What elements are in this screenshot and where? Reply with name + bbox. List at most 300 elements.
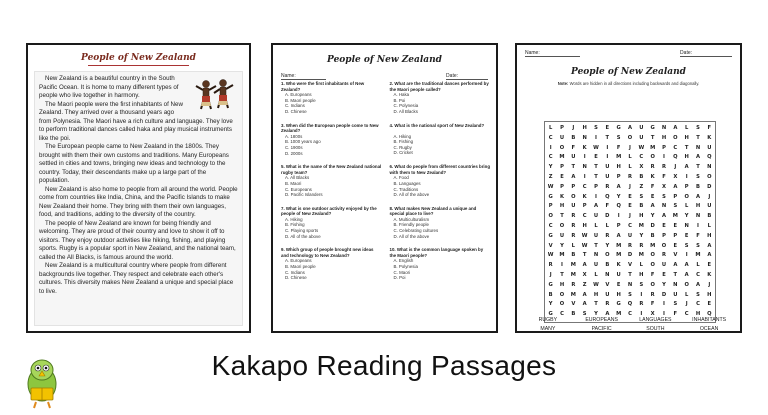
grid-letter: E: [673, 242, 678, 249]
answer-option: A. All Blacks: [285, 175, 310, 181]
grid-letter: Y: [560, 242, 564, 249]
grid-letter: S: [696, 242, 700, 249]
grid-letter: P: [560, 125, 564, 131]
grid-letter: T: [684, 144, 689, 151]
answer-option: A. Hiking: [393, 133, 412, 139]
grid-letter: L: [605, 222, 609, 229]
grid-letter: M: [650, 144, 656, 151]
grid-letter: U: [627, 232, 633, 239]
grid-letter: X: [650, 311, 655, 318]
question-text: 9. Which group of people brought new ideas and technology to New Zealand?: [281, 247, 374, 258]
grid-letter: V: [673, 252, 678, 259]
grid-letter: P: [548, 203, 553, 210]
grid-letter: C: [628, 311, 632, 318]
grid-letter: N: [593, 252, 599, 259]
grid-letter: A: [707, 242, 712, 249]
grid-letter: S: [582, 311, 587, 318]
question-block: [390, 247, 491, 281]
grid-letter: U: [605, 164, 610, 171]
grid-letter: O: [707, 173, 712, 180]
grid-letter: A: [605, 311, 610, 318]
grid-letter: B: [639, 173, 644, 180]
grid-letter: J: [708, 281, 711, 288]
grid-letter: O: [650, 262, 655, 269]
grid-letter: A: [684, 271, 689, 278]
grid-letter: V: [548, 242, 553, 249]
grid-letter: H: [707, 232, 712, 239]
grid-letter: Q: [616, 203, 621, 210]
question-text: 2. What are the traditional dances performed by the Maori people called?: [389, 81, 489, 92]
grid-letter: Y: [548, 301, 553, 308]
grid-letter: B: [639, 203, 644, 210]
grid-letter: U: [593, 232, 599, 239]
grid-letter: A: [582, 262, 587, 269]
grid-letter: U: [616, 271, 621, 278]
grid-letter: B: [571, 252, 576, 259]
grid-letter: Q: [707, 311, 712, 318]
grid-letter: E: [605, 125, 610, 131]
grid-letter: M: [570, 262, 576, 269]
grid-letter: D: [605, 213, 610, 220]
grid-letter: O: [559, 291, 565, 298]
grid-letter: O: [571, 193, 576, 200]
grid-letter: L: [628, 164, 632, 171]
grid-letter: A: [707, 252, 712, 259]
grid-letter: R: [605, 183, 610, 190]
grid-letter: H: [684, 154, 689, 161]
passage-title: People of New Zealand: [81, 53, 196, 63]
grid-letter: M: [638, 252, 644, 259]
answer-option: D. All of the above: [285, 233, 321, 239]
name-date-row: [281, 73, 488, 80]
grid-letter: P: [594, 183, 598, 190]
grid-letter: M: [638, 222, 644, 229]
grid-letter: M: [559, 252, 565, 259]
grid-letter: R: [605, 232, 610, 239]
grid-letter: I: [617, 213, 620, 220]
grid-letter: H: [707, 291, 712, 298]
passage-paragraph: New Zealand is also home to people from all around the world. People come from countries like India, China, and the Pacific Islands to make New Zealand their home. They bring with them their own languages, food, and traditions, adding to the diversity of the country.: [39, 185, 238, 218]
grid-letter: C: [684, 311, 689, 318]
grid-letter: O: [650, 252, 655, 259]
grid-letter: J: [629, 213, 631, 220]
grid-letter: D: [707, 183, 712, 190]
answer-option: B. Maori: [285, 180, 302, 186]
answer-option: D. 2000s: [285, 150, 303, 156]
question-block: [390, 123, 491, 157]
grid-letter: R: [627, 242, 632, 249]
name-label: Name:: [525, 50, 580, 57]
grid-letter: B: [548, 291, 553, 298]
grid-letter: V: [627, 262, 632, 269]
answer-option: D. All of the above: [393, 233, 430, 239]
grid-letter: N: [684, 222, 689, 229]
grid-letter: T: [582, 252, 587, 259]
grid-letter: A: [593, 203, 598, 210]
questions-title: People of New Zealand: [327, 55, 442, 65]
question-text: 5. What is the name of the New Zealand national rugby team?: [281, 164, 382, 175]
grid-letter: O: [559, 222, 565, 229]
grid-letter: H: [616, 164, 621, 171]
grid-letter: B: [696, 183, 700, 190]
grid-letter: I: [583, 173, 586, 180]
grid-letter: M: [616, 252, 622, 259]
grid-letter: K: [616, 262, 621, 269]
grid-letter: D: [661, 291, 667, 298]
grid-letter: T: [594, 301, 598, 308]
grid-letter: X: [661, 183, 666, 190]
grid-letter: M: [695, 252, 701, 259]
grid-letter: U: [661, 262, 667, 269]
grid-letter: J: [685, 301, 688, 308]
name-date-row: [525, 50, 732, 57]
grid-letter: I: [697, 222, 699, 229]
grid-letter: S: [696, 125, 700, 131]
grid-letter: S: [594, 125, 598, 131]
grid-letter: M: [616, 311, 622, 318]
grid-letter: L: [685, 291, 689, 298]
grid-letter: T: [571, 164, 576, 171]
grid-letter: E: [673, 222, 678, 229]
grid-letter: A: [627, 125, 632, 131]
grid-letter: F: [650, 183, 655, 190]
grid-letter: F: [616, 144, 621, 151]
grid-letter: X: [639, 164, 644, 171]
grid-letter: G: [548, 232, 553, 239]
grid-letter: F: [571, 144, 576, 151]
grid-letter: C: [582, 213, 587, 220]
grid-letter: A: [616, 183, 621, 190]
grid-letter: N: [582, 164, 587, 171]
grid-letter: P: [560, 164, 564, 171]
grid-letter: A: [695, 281, 700, 288]
grid-letter: S: [684, 242, 689, 249]
grid-letter: I: [663, 301, 665, 308]
grid-letter: R: [571, 281, 576, 288]
grid-letter: F: [650, 301, 655, 308]
grid-letter: O: [627, 134, 633, 141]
grid-letter: B: [605, 262, 610, 269]
grid-letter: Z: [548, 173, 553, 180]
grid-letter: G: [548, 311, 553, 318]
answer-option: C. Polynesia: [393, 103, 419, 109]
grid-letter: G: [548, 193, 553, 200]
grid-letter: O: [650, 281, 655, 288]
grid-letter: Y: [639, 232, 644, 239]
grid-letter: B: [571, 311, 576, 318]
grid-letter: N: [695, 144, 701, 151]
grid-letter: L: [549, 125, 553, 131]
grid-letter: S: [673, 203, 678, 210]
grid-letter: R: [571, 232, 576, 239]
grid-letter: P: [684, 183, 689, 190]
grid-letter: J: [549, 271, 552, 278]
answer-option: D. Chinese: [285, 275, 307, 281]
grid-letter: T: [650, 134, 655, 141]
grid-letter: T: [673, 271, 678, 278]
grid-letter: O: [684, 193, 689, 200]
grid-letter: H: [616, 291, 621, 298]
answer-option: A. Haka: [393, 92, 410, 98]
grid-letter: S: [616, 134, 621, 141]
grid-letter: E: [707, 301, 712, 308]
grid-letter: F: [605, 203, 610, 210]
answer-option: B. Fishing: [285, 222, 305, 228]
grid-letter: I: [595, 134, 597, 141]
grid-letter: L: [571, 242, 575, 249]
grid-letter: F: [662, 173, 666, 180]
grid-letter: M: [559, 154, 565, 161]
grid-letter: N: [707, 164, 712, 171]
grid-letter: J: [629, 144, 631, 151]
grid-letter: H: [639, 271, 644, 278]
grid-letter: K: [707, 271, 712, 278]
grid-letter: S: [673, 301, 678, 308]
answer-option: B. Maori people: [285, 97, 316, 103]
grid-letter: E: [662, 271, 666, 278]
grid-letter: B: [571, 134, 576, 141]
grid-letter: U: [559, 134, 565, 141]
grid-letter: M: [570, 291, 576, 298]
grid-letter: E: [628, 193, 632, 200]
grid-letter: Z: [639, 183, 644, 190]
grid-letter: N: [695, 213, 701, 220]
grid-letter: H: [593, 291, 599, 298]
answer-option: A. English: [393, 258, 414, 264]
grid-letter: P: [571, 183, 576, 190]
grid-letter: C: [628, 222, 632, 229]
grid-letter: I: [685, 173, 688, 180]
grid-letter: L: [628, 154, 632, 161]
answer-option: D. Cricket: [393, 150, 413, 156]
answer-option: B. Fishing: [393, 139, 414, 145]
grid-letter: A: [673, 262, 678, 269]
answer-option: C. Maori: [393, 269, 411, 275]
reading-passage-page: [26, 43, 251, 333]
grid-letter: E: [616, 281, 621, 288]
grid-letter: R: [548, 262, 553, 269]
grid-letter: C: [548, 222, 553, 229]
word-bank-item: EUROPEANS: [585, 317, 618, 323]
grid-letter: L: [639, 262, 643, 269]
grid-letter: Y: [616, 193, 621, 200]
word-bank-item: RUGBY: [538, 317, 558, 323]
grid-letter: R: [639, 242, 644, 249]
grid-letter: O: [559, 301, 565, 308]
grid-letter: L: [685, 203, 689, 210]
grid-letter: U: [639, 134, 644, 141]
grid-letter: F: [707, 125, 712, 131]
grid-letter: A: [571, 173, 576, 180]
grid-letter: S: [639, 281, 644, 288]
dancer-illustration-icon: [192, 75, 238, 115]
question-grid: [281, 81, 490, 281]
grid-letter: K: [650, 173, 655, 180]
grid-letter: E: [662, 222, 666, 229]
grid-letter: I: [663, 154, 665, 161]
grid-letter: E: [707, 262, 712, 269]
question-block: [281, 164, 382, 198]
passage-paragraph: The European people came to New Zealand in the 1800s. They brought with them their own customs and traditions. Many Europeans settled in cities and towns, bringing new ideas and technology to the country. Today, their descendants make up a large part of the population.: [39, 143, 229, 184]
grid-letter: U: [605, 173, 610, 180]
grid-letter: L: [594, 222, 598, 229]
grid-letter: S: [628, 291, 632, 298]
grid-letter: M: [616, 154, 622, 161]
grid-letter: T: [594, 164, 598, 171]
grid-letter: C: [548, 154, 553, 161]
grid-letter: N: [661, 125, 667, 131]
word-bank-item: LANGUAGES: [639, 317, 672, 323]
passage-paragraph: The Maori people were the first inhabitants of New Zealand. They arrived over a thousand years ago from Polynesia. The Maori have a rich culture and language. They love to perform traditional dances called haka and play musical instruments like the poi.: [39, 100, 233, 142]
grid-letter: K: [559, 193, 564, 200]
passage-text-box: [34, 71, 243, 326]
grid-letter: G: [548, 281, 553, 288]
word-search-note: [517, 81, 740, 86]
answer-option: B. Maori people: [285, 264, 316, 270]
grid-letter: M: [672, 213, 678, 220]
answer-option: C. Traditions: [393, 186, 419, 192]
grid-letter: D: [650, 222, 655, 229]
grid-letter: C: [696, 271, 700, 278]
question-text: 8. What makes New Zealand a unique and special place to live?: [389, 205, 477, 217]
grid-letter: H: [582, 222, 587, 229]
grid-letter: B: [650, 232, 655, 239]
grid-letter: K: [707, 134, 712, 141]
grid-letter: O: [605, 252, 610, 259]
grid-letter: C: [582, 183, 587, 190]
grid-letter: P: [582, 203, 587, 210]
question-block: [390, 206, 491, 240]
grid-letter: N: [673, 281, 678, 288]
answer-option: B. Languages: [393, 180, 421, 186]
date-label: Date:: [680, 50, 732, 57]
grid-letter: G: [616, 301, 621, 308]
grid-letter: L: [696, 262, 700, 269]
grid-letter: E: [628, 203, 632, 210]
grid-letter: M: [570, 271, 576, 278]
answer-option: C. Europeans: [285, 186, 312, 192]
grid-letter: E: [684, 232, 689, 239]
grid-letter: S: [696, 173, 700, 180]
grid-letter: T: [560, 213, 564, 220]
grid-letter: H: [559, 281, 565, 288]
answer-option: D. Poi: [393, 275, 406, 281]
grid-letter: R: [661, 164, 666, 171]
grid-letter: H: [639, 213, 644, 220]
grid-letter: I: [583, 154, 586, 161]
grid-letter: A: [616, 232, 621, 239]
grid-letter: S: [662, 193, 666, 200]
question-text: 4. What is the national sport of New Zealand?: [389, 122, 485, 128]
answer-option: B. 1000 years ago: [285, 139, 321, 145]
grid-letter: L: [685, 125, 689, 131]
grid-letter: K: [582, 144, 587, 151]
grid-letter: Q: [605, 193, 610, 200]
grid-letter: U: [559, 232, 565, 239]
grid-letter: W: [547, 252, 554, 259]
grid-letter: D: [627, 252, 633, 259]
grid-letter: C: [639, 154, 644, 161]
grid-letter: C: [673, 144, 678, 151]
passage-paragraph: New Zealand is a multicultural country where people from different backgrounds live together. They respect and celebrate each other's cultures. This diversity makes New Zealand a unique and special place to live.: [39, 262, 234, 295]
grid-letter: Y: [548, 164, 553, 171]
grid-letter: R: [650, 164, 655, 171]
grid-letter: H: [582, 125, 587, 131]
answer-option: C. Rugby: [393, 144, 412, 150]
grid-letter: E: [650, 193, 655, 200]
grid-letter: O: [661, 242, 667, 249]
questions-page: [271, 43, 498, 333]
grid-letter: R: [571, 213, 576, 220]
grid-letter: K: [582, 193, 587, 200]
passage-paragraph: The people of New Zealand are known for being friendly and welcoming. They are proud of their country and love to show it off to visitors. They enjoy outdoor activities like hiking, fishing, and playing sports. Rugby is a popular sport in New Zealand, and the national team, called the All Blacks, is famous around the world.: [39, 219, 236, 261]
grid-letter: M: [650, 242, 656, 249]
grid-letter: O: [684, 281, 689, 288]
answer-option: C. Indians: [285, 103, 305, 109]
word-bank-item: PACIFIC: [591, 326, 612, 333]
answer-option: D. All of the above: [393, 192, 430, 198]
grid-letter: Y: [650, 213, 655, 220]
answer-option: D. Chinese: [285, 108, 307, 114]
answer-option: A. Europeans: [285, 92, 312, 98]
answer-option: B. Poi: [393, 97, 406, 103]
answer-option: A. 1800s: [285, 133, 303, 139]
grid-letter: I: [640, 291, 643, 298]
grid-letter: O: [650, 154, 655, 161]
answer-option: D. All Blacks: [393, 108, 418, 114]
answer-option: A. Food: [393, 175, 409, 181]
grid-letter: T: [696, 164, 700, 171]
answer-option: A. Europeans: [285, 258, 312, 264]
grid-letter: I: [685, 252, 688, 259]
grid-letter: I: [561, 262, 563, 269]
note-text: Words are hidden in all directions including backwards and diagonally.: [569, 81, 700, 86]
grid-letter: A: [695, 193, 700, 200]
grid-letter: N: [582, 134, 587, 141]
grid-letter: T: [696, 134, 700, 141]
grid-letter: R: [661, 252, 666, 259]
grid-letter: A: [695, 154, 700, 161]
grid-letter: E: [594, 154, 598, 161]
question-block: [281, 206, 382, 240]
grid-letter: A: [650, 203, 655, 210]
grid-letter: I: [663, 311, 665, 318]
grid-letter: H: [684, 134, 689, 141]
title-divider: [88, 65, 190, 66]
grid-letter: X: [673, 173, 678, 180]
grid-letter: S: [696, 291, 700, 298]
grid-letter: A: [684, 164, 689, 171]
question-text: 1. Who were the first inhabitants of New Zealand?: [281, 81, 365, 92]
grid-letter: S: [639, 193, 644, 200]
question-block: [281, 123, 382, 157]
grid-letter: T: [605, 134, 610, 141]
answer-option: C. Indians: [285, 269, 305, 275]
grid-letter: X: [582, 271, 587, 278]
note-label: Note:: [557, 81, 569, 86]
grid-letter: T: [628, 271, 632, 278]
grid-letter: U: [673, 291, 678, 298]
answer-option: C. Celebrating cultures: [393, 228, 439, 234]
grid-letter: F: [696, 232, 700, 239]
grid-letter: A: [673, 183, 678, 190]
grid-letter: W: [547, 183, 554, 190]
grid-letter: C: [696, 301, 700, 308]
grid-letter: U: [571, 203, 576, 210]
grid-letter: C: [560, 311, 564, 318]
grid-letter: A: [684, 262, 689, 269]
grid-letter: N: [661, 203, 667, 210]
